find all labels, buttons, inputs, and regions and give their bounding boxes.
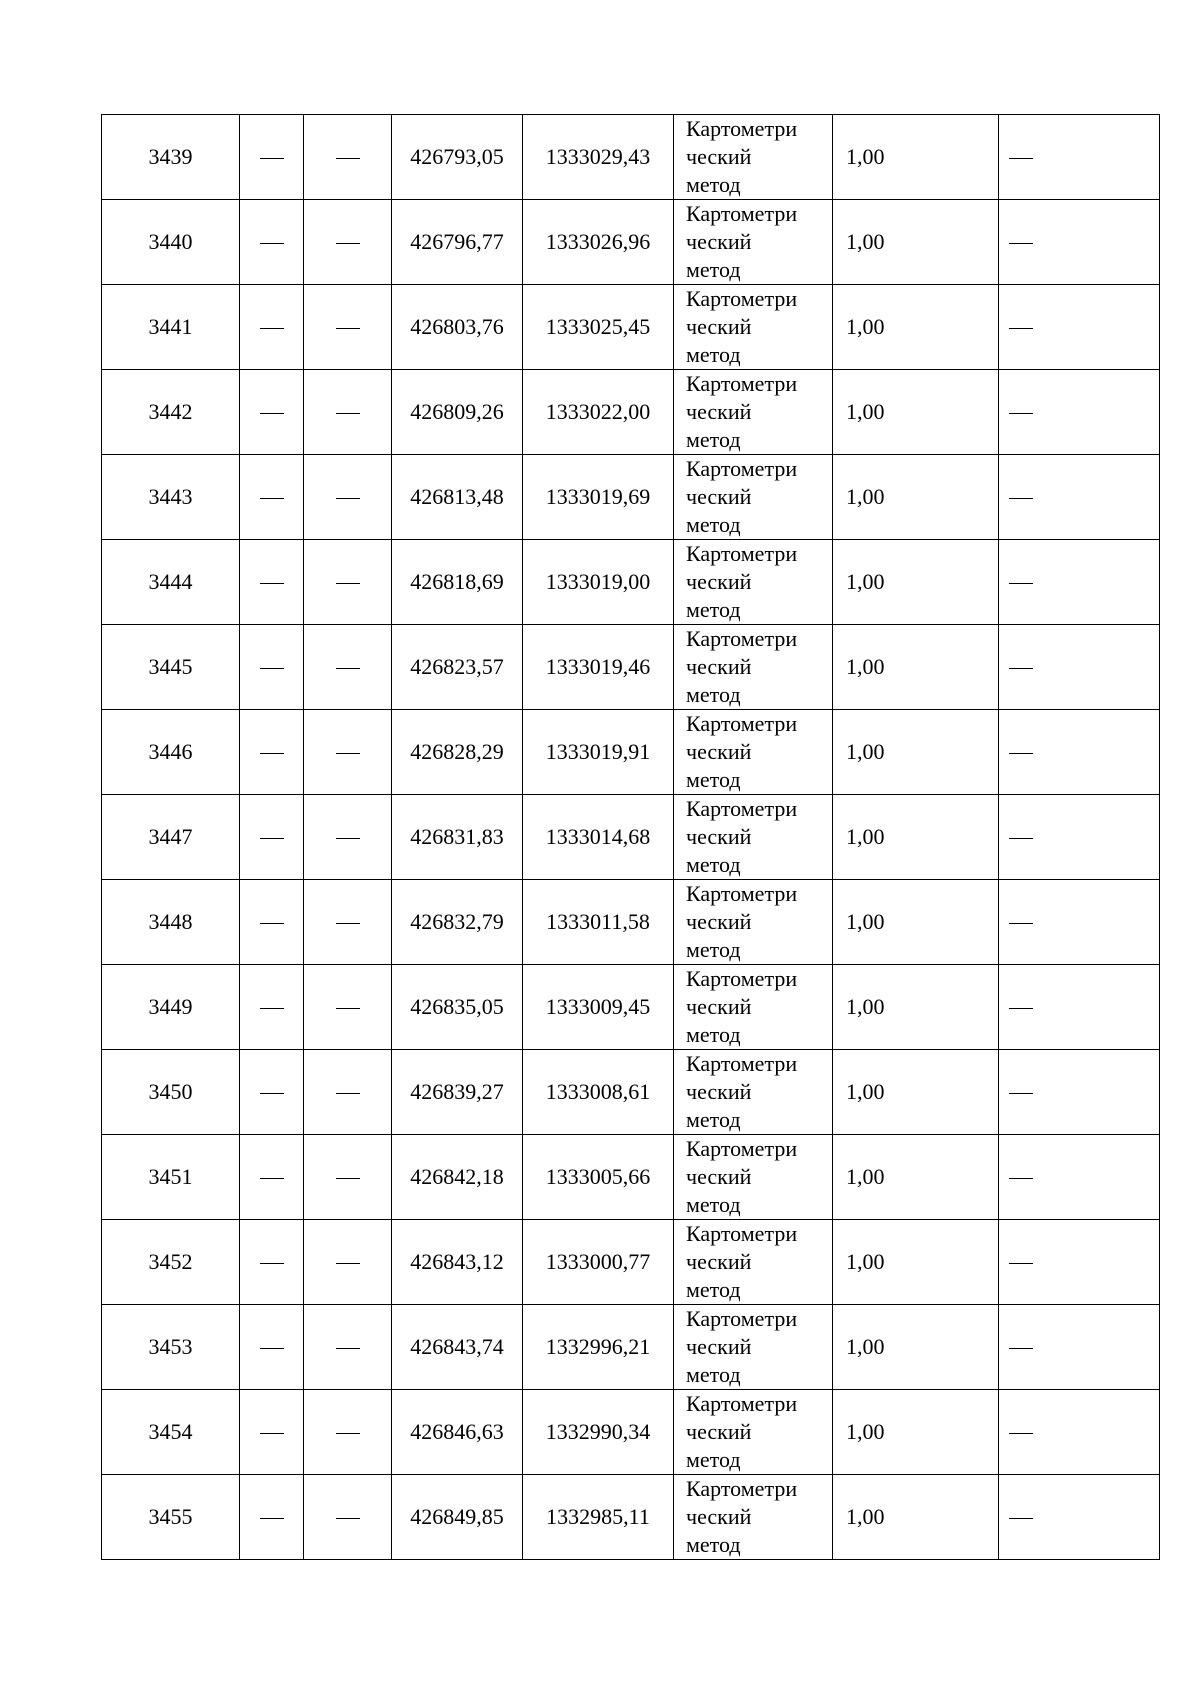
table-body [102, 115, 1160, 1560]
point-number: 3444 [102, 540, 240, 625]
coordinate-y: 1333025,45 [523, 285, 674, 370]
empty-cell-dash [240, 1050, 304, 1135]
coordinate-y: 1333019,91 [523, 710, 674, 795]
table-row [102, 115, 1160, 200]
method-line: Картометри [686, 626, 798, 651]
empty-cell-dash [999, 1390, 1160, 1475]
method-line: Картометри [686, 201, 798, 226]
coordinate-y: 1333019,69 [523, 455, 674, 540]
dash-mark [336, 1093, 360, 1094]
method-cell [674, 285, 833, 370]
table-row [102, 795, 1160, 880]
empty-cell-dash [240, 1475, 304, 1560]
table-row [102, 455, 1160, 540]
empty-cell-dash [240, 370, 304, 455]
method-line: ческий [686, 1079, 752, 1104]
method-line: ческий [686, 569, 752, 594]
empty-cell-dash [999, 200, 1160, 285]
method-line: Картометри [686, 1051, 798, 1076]
empty-cell-dash [240, 880, 304, 965]
empty-cell-dash [999, 965, 1160, 1050]
empty-cell-dash [999, 1305, 1160, 1390]
empty-cell-dash [304, 115, 392, 200]
empty-cell-dash [999, 625, 1160, 710]
method-line: Картометри [686, 796, 798, 821]
table-row [102, 1390, 1160, 1475]
dash-mark [336, 158, 360, 159]
coordinate-y: 1332990,34 [523, 1390, 674, 1475]
accuracy-value: 1,00 [833, 370, 999, 455]
coordinate-x: 426803,76 [392, 285, 523, 370]
method-line: Картометри [686, 1476, 798, 1501]
dash-mark [336, 753, 360, 754]
dash-mark [1009, 1178, 1033, 1179]
point-number: 3441 [102, 285, 240, 370]
method-line: метод [686, 427, 741, 452]
dash-mark [336, 328, 360, 329]
dash-mark [260, 1008, 284, 1009]
empty-cell-dash [240, 1135, 304, 1220]
method-line: ческий [686, 1419, 752, 1444]
dash-mark [260, 413, 284, 414]
dash-mark [1009, 1518, 1033, 1519]
point-number: 3451 [102, 1135, 240, 1220]
dash-mark [1009, 1433, 1033, 1434]
coordinate-y: 1333019,00 [523, 540, 674, 625]
coordinate-y: 1333026,96 [523, 200, 674, 285]
dash-mark [336, 923, 360, 924]
table-row [102, 1305, 1160, 1390]
coordinate-y: 1333011,58 [523, 880, 674, 965]
empty-cell-dash [999, 115, 1160, 200]
empty-cell-dash [999, 795, 1160, 880]
coordinate-x: 426823,57 [392, 625, 523, 710]
coordinate-x: 426832,79 [392, 880, 523, 965]
point-number: 3454 [102, 1390, 240, 1475]
table-row [102, 540, 1160, 625]
accuracy-value: 1,00 [833, 965, 999, 1050]
dash-mark [1009, 1263, 1033, 1264]
coordinate-x: 426835,05 [392, 965, 523, 1050]
method-line: ческий [686, 1504, 752, 1529]
method-line: ческий [686, 654, 752, 679]
point-number: 3452 [102, 1220, 240, 1305]
dash-mark [1009, 158, 1033, 159]
method-line: ческий [686, 739, 752, 764]
accuracy-value: 1,00 [833, 1220, 999, 1305]
method-cell [674, 1390, 833, 1475]
method-cell [674, 880, 833, 965]
coordinate-y: 1333005,66 [523, 1135, 674, 1220]
method-line: ческий [686, 1334, 752, 1359]
point-number: 3448 [102, 880, 240, 965]
point-number: 3453 [102, 1305, 240, 1390]
empty-cell-dash [304, 1050, 392, 1135]
dash-mark [1009, 243, 1033, 244]
empty-cell-dash [240, 710, 304, 795]
method-line: Картометри [686, 286, 798, 311]
dash-mark [260, 498, 284, 499]
dash-mark [1009, 413, 1033, 414]
method-line: ческий [686, 994, 752, 1019]
accuracy-value: 1,00 [833, 795, 999, 880]
point-number: 3446 [102, 710, 240, 795]
method-line: метод [686, 1362, 741, 1387]
method-cell [674, 1135, 833, 1220]
method-line: Картометри [686, 1221, 798, 1246]
empty-cell-dash [240, 1390, 304, 1475]
table-row [102, 285, 1160, 370]
table-row [102, 1220, 1160, 1305]
method-line: Картометри [686, 1136, 798, 1161]
dash-mark [260, 1518, 284, 1519]
table-row [102, 1135, 1160, 1220]
method-line: Картометри [686, 881, 798, 906]
method-line: ческий [686, 1249, 752, 1274]
empty-cell-dash [304, 455, 392, 540]
dash-mark [1009, 838, 1033, 839]
method-cell [674, 540, 833, 625]
dash-mark [1009, 1008, 1033, 1009]
method-line: Картометри [686, 1306, 798, 1331]
dash-mark [336, 1263, 360, 1264]
dash-mark [336, 243, 360, 244]
empty-cell-dash [240, 1220, 304, 1305]
method-line: метод [686, 1277, 741, 1302]
empty-cell-dash [240, 115, 304, 200]
coordinate-x: 426818,69 [392, 540, 523, 625]
dash-mark [336, 413, 360, 414]
dash-mark [336, 1518, 360, 1519]
accuracy-value: 1,00 [833, 285, 999, 370]
method-cell [674, 1050, 833, 1135]
table-row [102, 965, 1160, 1050]
empty-cell-dash [304, 285, 392, 370]
empty-cell-dash [304, 200, 392, 285]
empty-cell-dash [304, 1305, 392, 1390]
method-line: метод [686, 1107, 741, 1132]
dash-mark [260, 1178, 284, 1179]
table-row [102, 880, 1160, 965]
table-row [102, 1050, 1160, 1135]
method-line: ческий [686, 229, 752, 254]
coordinate-x: 426831,83 [392, 795, 523, 880]
accuracy-value: 1,00 [833, 455, 999, 540]
point-number: 3450 [102, 1050, 240, 1135]
dash-mark [1009, 1093, 1033, 1094]
method-cell [674, 965, 833, 1050]
empty-cell-dash [304, 710, 392, 795]
accuracy-value: 1,00 [833, 1390, 999, 1475]
empty-cell-dash [240, 795, 304, 880]
method-cell [674, 625, 833, 710]
empty-cell-dash [304, 1390, 392, 1475]
empty-cell-dash [999, 1050, 1160, 1135]
accuracy-value: 1,00 [833, 1475, 999, 1560]
method-cell [674, 115, 833, 200]
empty-cell-dash [999, 455, 1160, 540]
method-cell [674, 1305, 833, 1390]
accuracy-value: 1,00 [833, 115, 999, 200]
dash-mark [260, 668, 284, 669]
coordinate-y: 1332985,11 [523, 1475, 674, 1560]
method-line: ческий [686, 484, 752, 509]
dash-mark [1009, 328, 1033, 329]
accuracy-value: 1,00 [833, 880, 999, 965]
dash-mark [336, 668, 360, 669]
method-line: ческий [686, 144, 752, 169]
table-row [102, 1475, 1160, 1560]
empty-cell-dash [999, 710, 1160, 795]
method-cell [674, 455, 833, 540]
empty-cell-dash [304, 625, 392, 710]
method-line: ческий [686, 1164, 752, 1189]
coordinate-x: 426793,05 [392, 115, 523, 200]
point-number: 3449 [102, 965, 240, 1050]
method-line: Картометри [686, 1391, 798, 1416]
accuracy-value: 1,00 [833, 1135, 999, 1220]
dash-mark [260, 753, 284, 754]
coordinate-y: 1333000,77 [523, 1220, 674, 1305]
method-line: метод [686, 1532, 741, 1557]
accuracy-value: 1,00 [833, 200, 999, 285]
empty-cell-dash [240, 455, 304, 540]
dash-mark [260, 1348, 284, 1349]
coordinate-y: 1333022,00 [523, 370, 674, 455]
empty-cell-dash [240, 1305, 304, 1390]
dash-mark [260, 1263, 284, 1264]
method-line: метод [686, 172, 741, 197]
dash-mark [260, 243, 284, 244]
table-row [102, 370, 1160, 455]
method-cell [674, 200, 833, 285]
method-line: метод [686, 597, 741, 622]
coordinate-y: 1333014,68 [523, 795, 674, 880]
accuracy-value: 1,00 [833, 1305, 999, 1390]
dash-mark [336, 1433, 360, 1434]
method-line: метод [686, 767, 741, 792]
coordinate-y: 1333009,45 [523, 965, 674, 1050]
method-cell [674, 370, 833, 455]
method-cell [674, 1475, 833, 1560]
dash-mark [1009, 1348, 1033, 1349]
method-line: Картометри [686, 711, 798, 736]
method-line: Картометри [686, 116, 798, 141]
method-line: метод [686, 512, 741, 537]
method-line: ческий [686, 824, 752, 849]
method-line: метод [686, 937, 741, 962]
method-line: метод [686, 1192, 741, 1217]
method-line: метод [686, 257, 741, 282]
empty-cell-dash [240, 200, 304, 285]
coordinates-table [101, 114, 1160, 1560]
empty-cell-dash [999, 1135, 1160, 1220]
method-line: ческий [686, 314, 752, 339]
coordinate-x: 426828,29 [392, 710, 523, 795]
dash-mark [260, 838, 284, 839]
accuracy-value: 1,00 [833, 1050, 999, 1135]
coordinate-x: 426796,77 [392, 200, 523, 285]
point-number: 3447 [102, 795, 240, 880]
method-line: метод [686, 852, 741, 877]
empty-cell-dash [304, 965, 392, 1050]
empty-cell-dash [999, 540, 1160, 625]
table-row [102, 200, 1160, 285]
dash-mark [260, 923, 284, 924]
accuracy-value: 1,00 [833, 625, 999, 710]
coordinate-x: 426809,26 [392, 370, 523, 455]
method-line: ческий [686, 399, 752, 424]
coordinate-y: 1333029,43 [523, 115, 674, 200]
dash-mark [1009, 923, 1033, 924]
coordinate-x: 426843,12 [392, 1220, 523, 1305]
method-cell [674, 1220, 833, 1305]
dash-mark [336, 583, 360, 584]
table-row [102, 625, 1160, 710]
empty-cell-dash [304, 370, 392, 455]
empty-cell-dash [304, 1135, 392, 1220]
point-number: 3439 [102, 115, 240, 200]
empty-cell-dash [240, 540, 304, 625]
coordinate-x: 426843,74 [392, 1305, 523, 1390]
coordinate-x: 426842,18 [392, 1135, 523, 1220]
method-line: метод [686, 682, 741, 707]
dash-mark [260, 1433, 284, 1434]
dash-mark [336, 1178, 360, 1179]
empty-cell-dash [999, 370, 1160, 455]
method-line: Картометри [686, 371, 798, 396]
dash-mark [336, 498, 360, 499]
method-cell [674, 795, 833, 880]
empty-cell-dash [304, 540, 392, 625]
point-number: 3440 [102, 200, 240, 285]
point-number: 3443 [102, 455, 240, 540]
empty-cell-dash [240, 625, 304, 710]
coordinate-x: 426839,27 [392, 1050, 523, 1135]
empty-cell-dash [999, 880, 1160, 965]
dash-mark [260, 328, 284, 329]
method-line: ческий [686, 909, 752, 934]
empty-cell-dash [304, 795, 392, 880]
dash-mark [1009, 583, 1033, 584]
empty-cell-dash [999, 1475, 1160, 1560]
empty-cell-dash [304, 880, 392, 965]
coordinate-y: 1333019,46 [523, 625, 674, 710]
coordinate-x: 426846,63 [392, 1390, 523, 1475]
empty-cell-dash [240, 285, 304, 370]
dash-mark [260, 583, 284, 584]
method-line: Картометри [686, 541, 798, 566]
empty-cell-dash [304, 1475, 392, 1560]
table-row [102, 710, 1160, 795]
empty-cell-dash [999, 285, 1160, 370]
dash-mark [336, 1348, 360, 1349]
coordinate-x: 426849,85 [392, 1475, 523, 1560]
point-number: 3445 [102, 625, 240, 710]
coordinate-y: 1332996,21 [523, 1305, 674, 1390]
dash-mark [336, 838, 360, 839]
accuracy-value: 1,00 [833, 540, 999, 625]
dash-mark [336, 1008, 360, 1009]
empty-cell-dash [304, 1220, 392, 1305]
method-line: метод [686, 342, 741, 367]
dash-mark [1009, 668, 1033, 669]
point-number: 3442 [102, 370, 240, 455]
accuracy-value: 1,00 [833, 710, 999, 795]
empty-cell-dash [240, 965, 304, 1050]
dash-mark [1009, 498, 1033, 499]
method-cell [674, 710, 833, 795]
empty-cell-dash [999, 1220, 1160, 1305]
dash-mark [260, 1093, 284, 1094]
coordinate-x: 426813,48 [392, 455, 523, 540]
method-line: метод [686, 1022, 741, 1047]
dash-mark [1009, 753, 1033, 754]
method-line: Картометри [686, 456, 798, 481]
method-line: метод [686, 1447, 741, 1472]
dash-mark [260, 158, 284, 159]
coordinate-y: 1333008,61 [523, 1050, 674, 1135]
method-line: Картометри [686, 966, 798, 991]
point-number: 3455 [102, 1475, 240, 1560]
